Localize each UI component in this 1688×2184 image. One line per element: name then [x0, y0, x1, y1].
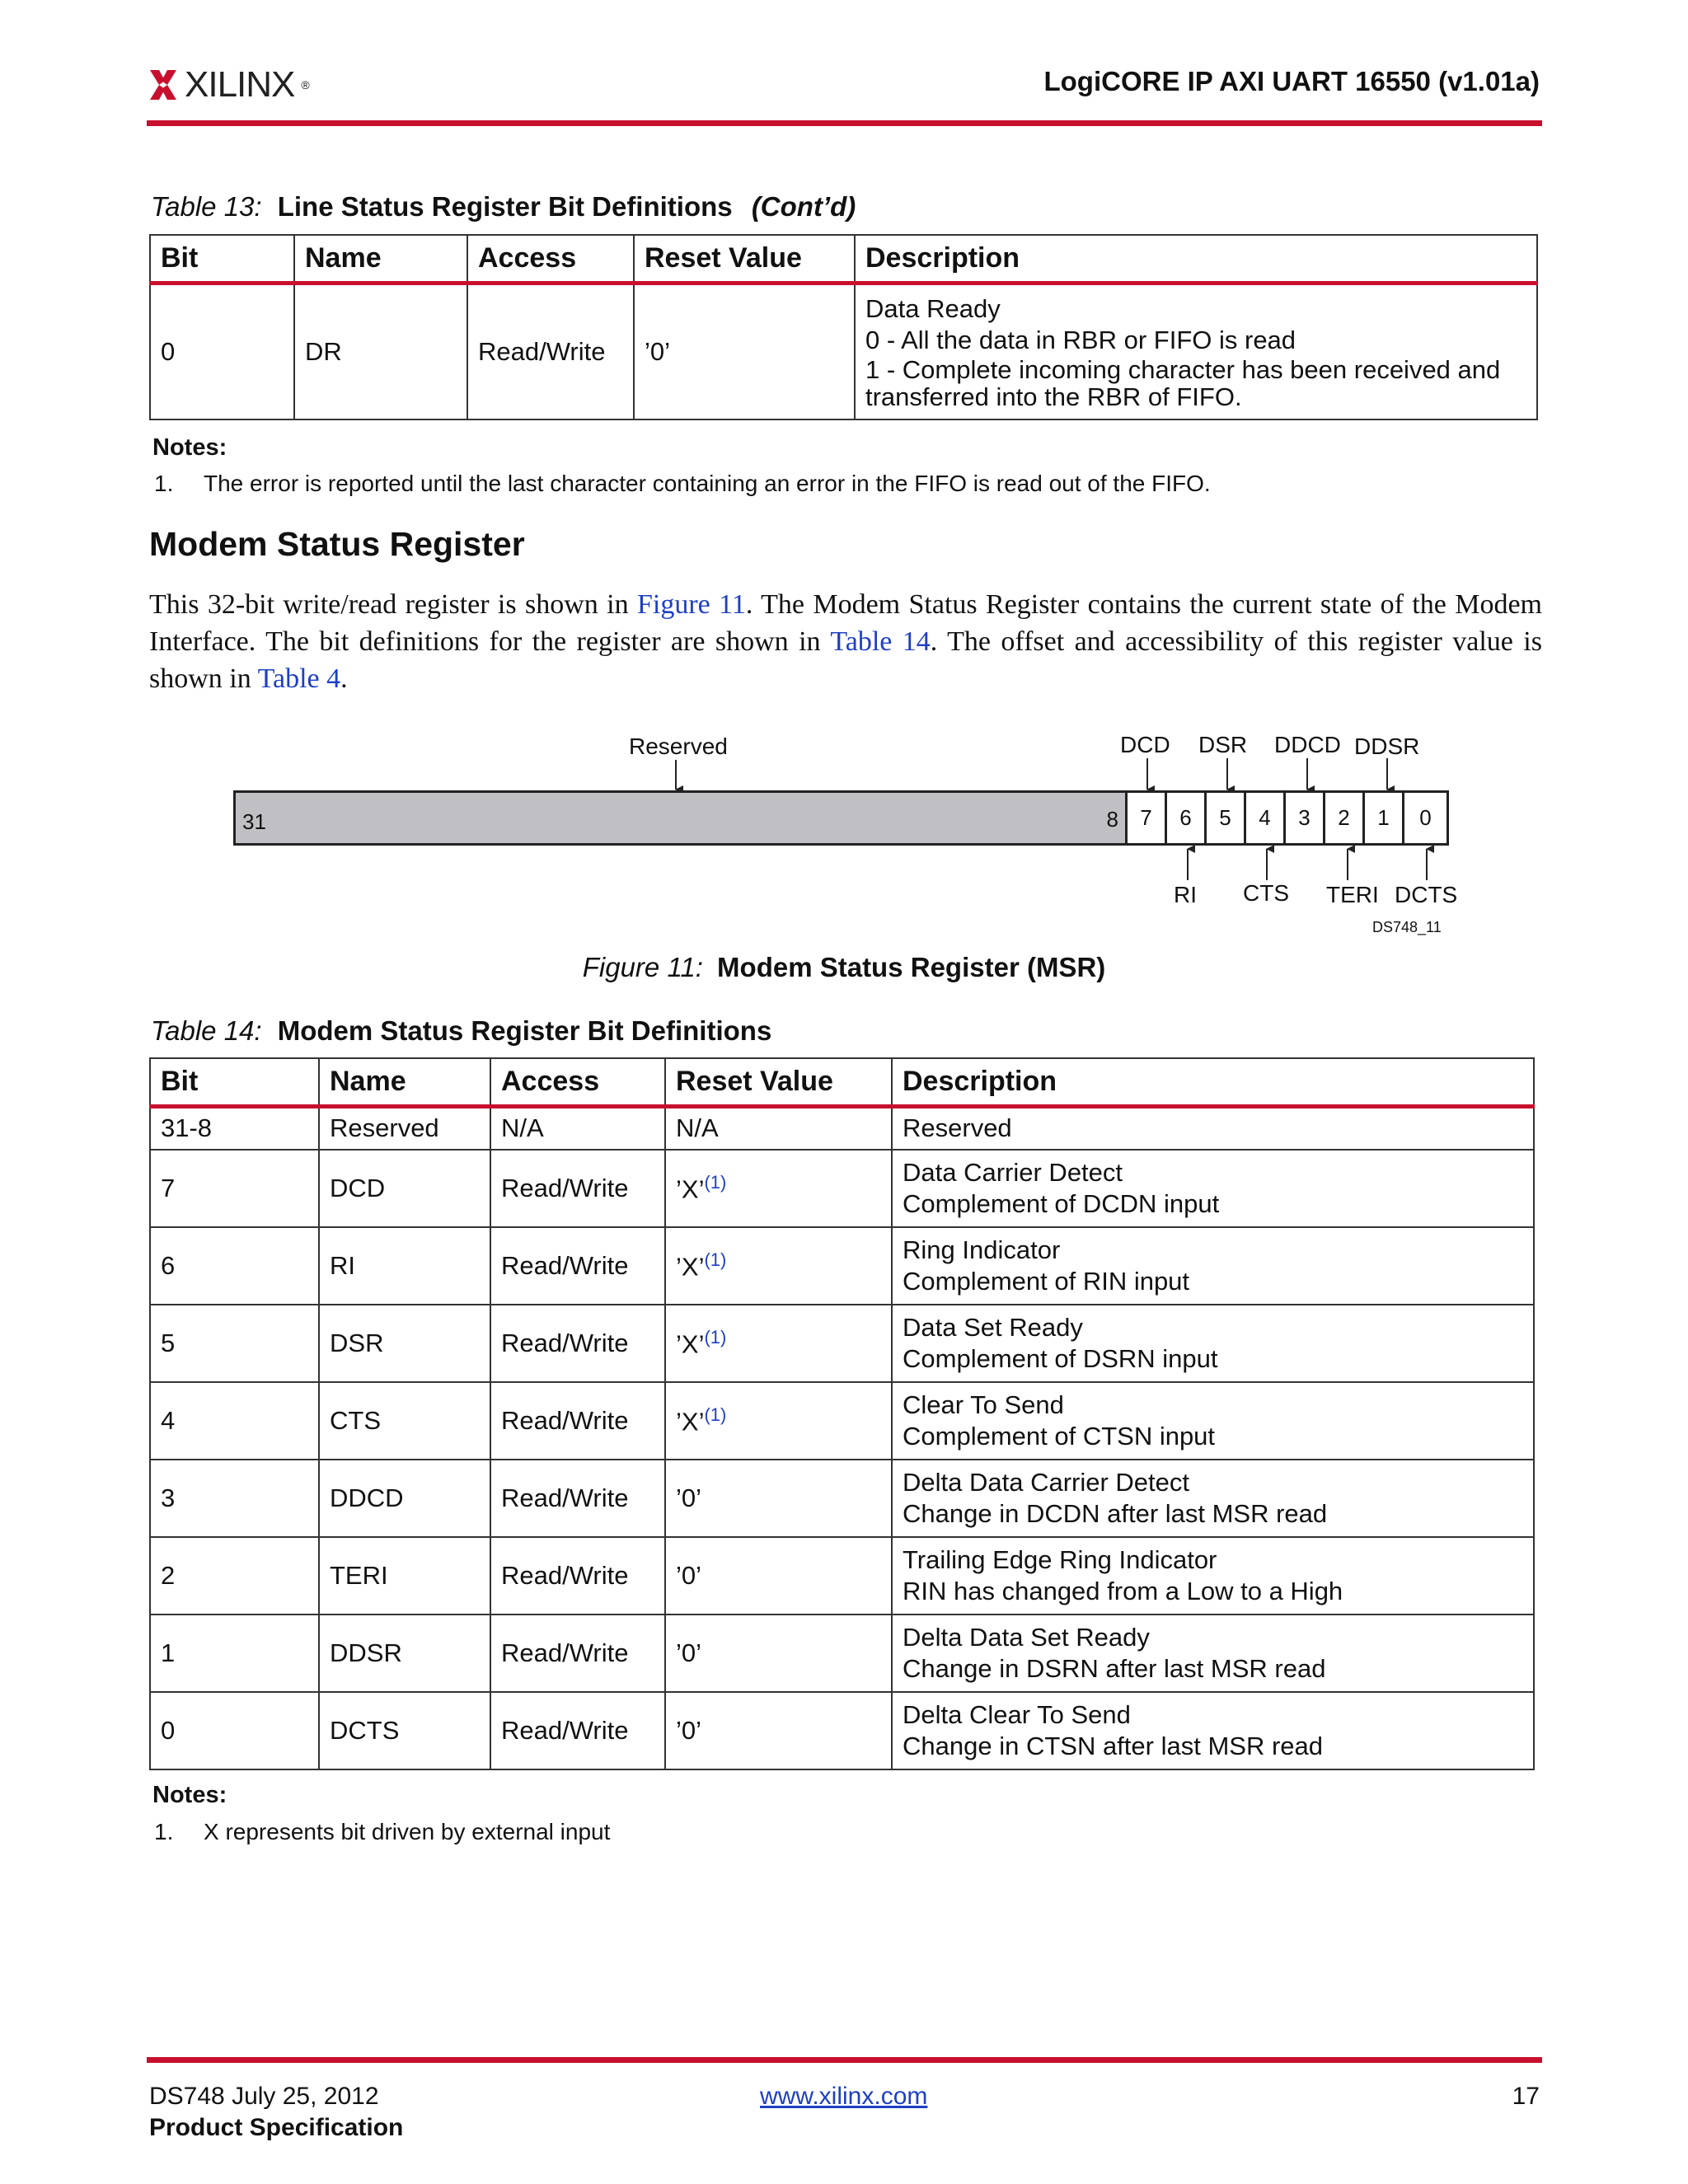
cell-bit: 2 — [150, 1537, 319, 1615]
table-row — [150, 1460, 1534, 1537]
bit-box-5: 5 — [1204, 790, 1246, 846]
paragraph-text: . The offset and accessibility of this register value is shown in — [149, 626, 1542, 694]
table14-header-bit: Bit — [150, 1058, 319, 1107]
reserved-start-bit: 31 — [242, 809, 266, 834]
figure-label-dcts: DCTS — [1395, 882, 1458, 907]
reserved-end-bit: 8 — [1106, 807, 1118, 832]
cell-name: TERI — [319, 1537, 490, 1615]
desc-line: Data Set Ready — [903, 1312, 1083, 1342]
bit-box-2: 2 — [1323, 790, 1365, 846]
figure-label-ddcd: DDCD — [1274, 732, 1341, 757]
table14-header-reset: Reset Value — [665, 1058, 892, 1107]
table-row — [150, 1227, 1534, 1305]
figure11-caption-title: Modem Status Register (MSR) — [717, 952, 1106, 982]
table-row — [150, 1107, 1534, 1150]
table14-caption-title: Modem Status Register Bit Definitions — [277, 1015, 772, 1046]
cell-access: Read/Write — [490, 1615, 665, 1692]
figure-id: DS748_11 — [1372, 919, 1442, 935]
cell-reset: ’0’ — [665, 1692, 892, 1769]
cell-bit: 6 — [150, 1227, 319, 1305]
cell-access: Read/Write — [490, 1150, 665, 1227]
cell-bit: 0 — [150, 284, 294, 419]
cell-name: DSR — [319, 1305, 490, 1382]
table14-caption-label: Table 14: — [151, 1015, 262, 1046]
cell-bit: 31-8 — [150, 1107, 319, 1150]
cell-reset: ’0’ — [634, 284, 855, 419]
bit-box-7: 7 — [1125, 790, 1167, 846]
footer-rule — [147, 2057, 1542, 2063]
cell-reset: N/A — [665, 1107, 892, 1150]
cell-description — [892, 1692, 1534, 1769]
cell-bit: 7 — [150, 1150, 319, 1227]
cell-reset: ’0’ — [665, 1460, 892, 1537]
figure-label-dsr: DSR — [1198, 732, 1248, 757]
footnote-link[interactable]: (1) — [704, 1404, 727, 1425]
cell-bit: 0 — [150, 1692, 319, 1769]
cell-name: DCD — [319, 1150, 490, 1227]
cell-bit: 5 — [150, 1305, 319, 1382]
cell-name: DDSR — [319, 1615, 490, 1692]
cell-name: RI — [319, 1227, 490, 1305]
table13-header-description: Description — [855, 235, 1537, 284]
footer-doc-date: DS748 July 25, 2012 — [149, 2083, 379, 2110]
note-number: 1. — [154, 1819, 174, 1844]
figure-label-cts: CTS — [1243, 880, 1289, 906]
cell-bit: 3 — [150, 1460, 319, 1537]
desc-line: Clear To Send — [903, 1390, 1064, 1419]
note-text: X represents bit driven by external input — [204, 1819, 611, 1844]
desc-line: 1 - Complete incoming character has been received and — [865, 354, 1501, 384]
table14 — [149, 1057, 1535, 1770]
cell-access: N/A — [490, 1107, 665, 1150]
cell-reset: ’0’ — [665, 1615, 892, 1692]
note-number: 1. — [154, 471, 174, 496]
table-row — [150, 1537, 1534, 1615]
table14-header-description: Description — [892, 1058, 1534, 1107]
cell-reset — [665, 1305, 892, 1382]
bit-box-4: 4 — [1244, 790, 1286, 846]
cell-description — [892, 1150, 1534, 1227]
cell-description — [892, 1227, 1534, 1305]
reset-value: ’X’ — [676, 1329, 705, 1359]
cell-name: DR — [294, 284, 467, 419]
desc-line: Trailing Edge Ring Indicator — [903, 1544, 1217, 1574]
cell-description — [892, 1615, 1534, 1692]
reserved-field — [233, 790, 1128, 846]
figure-label-ddsr: DDSR — [1354, 733, 1420, 759]
cell-name: Reserved — [319, 1107, 490, 1150]
footnote-link[interactable]: (1) — [704, 1326, 727, 1347]
figure11-link[interactable]: Figure 11 — [636, 589, 746, 620]
paragraph-text: . — [340, 663, 348, 694]
table-row — [150, 1305, 1534, 1382]
desc-line: Complement of DSRN input — [903, 1343, 1218, 1373]
table13-header-bit: Bit — [150, 235, 294, 284]
table13-header-access: Access — [467, 235, 634, 284]
cell-access: Read/Write — [490, 1227, 665, 1305]
cell-reset: ’0’ — [665, 1537, 892, 1615]
table13-header-reset: Reset Value — [634, 235, 855, 284]
cell-name: DCTS — [319, 1692, 490, 1769]
table13-caption-title: Line Status Register Bit Definitions — [277, 191, 733, 222]
desc-line: transferred into the RBR of FIFO. — [865, 382, 1242, 411]
note-item — [154, 1819, 610, 1845]
desc-line: Complement of CTSN input — [903, 1421, 1216, 1451]
desc-line: Data Carrier Detect — [903, 1157, 1123, 1187]
table13-caption-cont: (Cont’d) — [751, 191, 856, 222]
footer-url-link[interactable]: www.xilinx.com — [760, 2083, 928, 2110]
desc-line: Delta Data Carrier Detect — [903, 1467, 1190, 1497]
figure11-caption-label: Figure 11: — [582, 952, 703, 982]
cell-access: Read/Write — [490, 1460, 665, 1537]
table14-header-name: Name — [319, 1058, 490, 1107]
figure-label-teri: TERI — [1326, 882, 1379, 907]
bit-box-1: 1 — [1362, 790, 1404, 846]
logo-registered-mark: ® — [301, 78, 310, 91]
cell-description — [892, 1305, 1534, 1382]
desc-line: Change in CTSN after last MSR read — [903, 1731, 1323, 1760]
cell-description — [892, 1460, 1534, 1537]
desc-line: Data Ready — [865, 293, 1001, 323]
reset-value: ’X’ — [676, 1174, 705, 1204]
table4-link[interactable]: Table 4 — [257, 663, 341, 694]
figure-label-ri: RI — [1174, 882, 1197, 907]
figure-label-reserved: Reserved — [629, 733, 728, 759]
table-row — [150, 1150, 1534, 1227]
desc-line: Change in DCDN after last MSR read — [903, 1498, 1328, 1528]
cell-access: Read/Write — [490, 1537, 665, 1615]
cell-description: Reserved — [892, 1107, 1534, 1150]
desc-line: Complement of DCDN input — [903, 1188, 1220, 1218]
notes-heading: Notes: — [152, 434, 227, 461]
bit-box-0: 0 — [1402, 790, 1449, 846]
cell-access: Read/Write — [467, 284, 634, 419]
table-row — [150, 1615, 1534, 1692]
cell-reset — [665, 1227, 892, 1305]
desc-line: Ring Indicator — [903, 1235, 1061, 1264]
desc-line: Complement of RIN input — [903, 1266, 1190, 1296]
desc-line: RIN has changed from a Low to a High — [903, 1576, 1343, 1605]
reset-value: ’X’ — [676, 1407, 705, 1436]
table-row — [150, 1692, 1534, 1769]
page-number: 17 — [1512, 2083, 1540, 2110]
cell-bit: 1 — [150, 1615, 319, 1692]
table14-caption — [151, 1015, 771, 1047]
paragraph-text: This 32-bit write/read register is shown in — [149, 589, 637, 620]
bit-box-6: 6 — [1165, 790, 1207, 846]
cell-access: Read/Write — [490, 1305, 665, 1382]
section-heading: Modem Status Register — [149, 525, 525, 563]
desc-line: 0 - All the data in RBR or FIFO is read — [865, 325, 1296, 354]
notes-heading: Notes: — [152, 1782, 227, 1808]
desc-line: Delta Clear To Send — [903, 1699, 1131, 1729]
table14-header-access: Access — [490, 1058, 665, 1107]
table13-header-name: Name — [294, 235, 467, 284]
paragraph-text: . The Modem Status Register contains the current state of the Modem Interface. The bit definitions for the register are shown in — [149, 589, 1542, 657]
logo-text: XILINX — [185, 64, 295, 105]
footnote-link[interactable]: (1) — [704, 1171, 727, 1193]
bit-box-3: 3 — [1283, 790, 1325, 846]
table14-header-row — [150, 1058, 1534, 1107]
note-text: The error is reported until the last character containing an error in the FIFO is read out of the FIFO. — [204, 471, 1211, 496]
desc-line: Delta Data Set Ready — [903, 1622, 1150, 1652]
cell-description — [892, 1382, 1534, 1460]
cell-description — [892, 1537, 1534, 1615]
cell-reset — [665, 1150, 892, 1227]
figure-label-dcd: DCD — [1120, 732, 1170, 757]
table-row — [150, 1382, 1534, 1460]
reset-value: ’X’ — [676, 1252, 705, 1282]
cell-reset — [665, 1382, 892, 1460]
figure11-caption — [0, 952, 1688, 983]
cell-name: DDCD — [319, 1460, 490, 1537]
cell-bit: 4 — [150, 1382, 319, 1460]
footnote-link[interactable]: (1) — [704, 1249, 727, 1270]
footer-doc-type: Product Specification — [149, 2114, 404, 2141]
cell-access: Read/Write — [490, 1692, 665, 1769]
cell-name: CTS — [319, 1382, 490, 1460]
document-title: LogiCORE IP AXI UART 16550 (v1.01a) — [1043, 66, 1540, 96]
cell-access: Read/Write — [490, 1382, 665, 1460]
desc-line: Change in DSRN after last MSR read — [903, 1653, 1326, 1683]
table14-link[interactable]: Table 14 — [830, 626, 931, 657]
table13-caption-label: Table 13: — [151, 191, 262, 222]
